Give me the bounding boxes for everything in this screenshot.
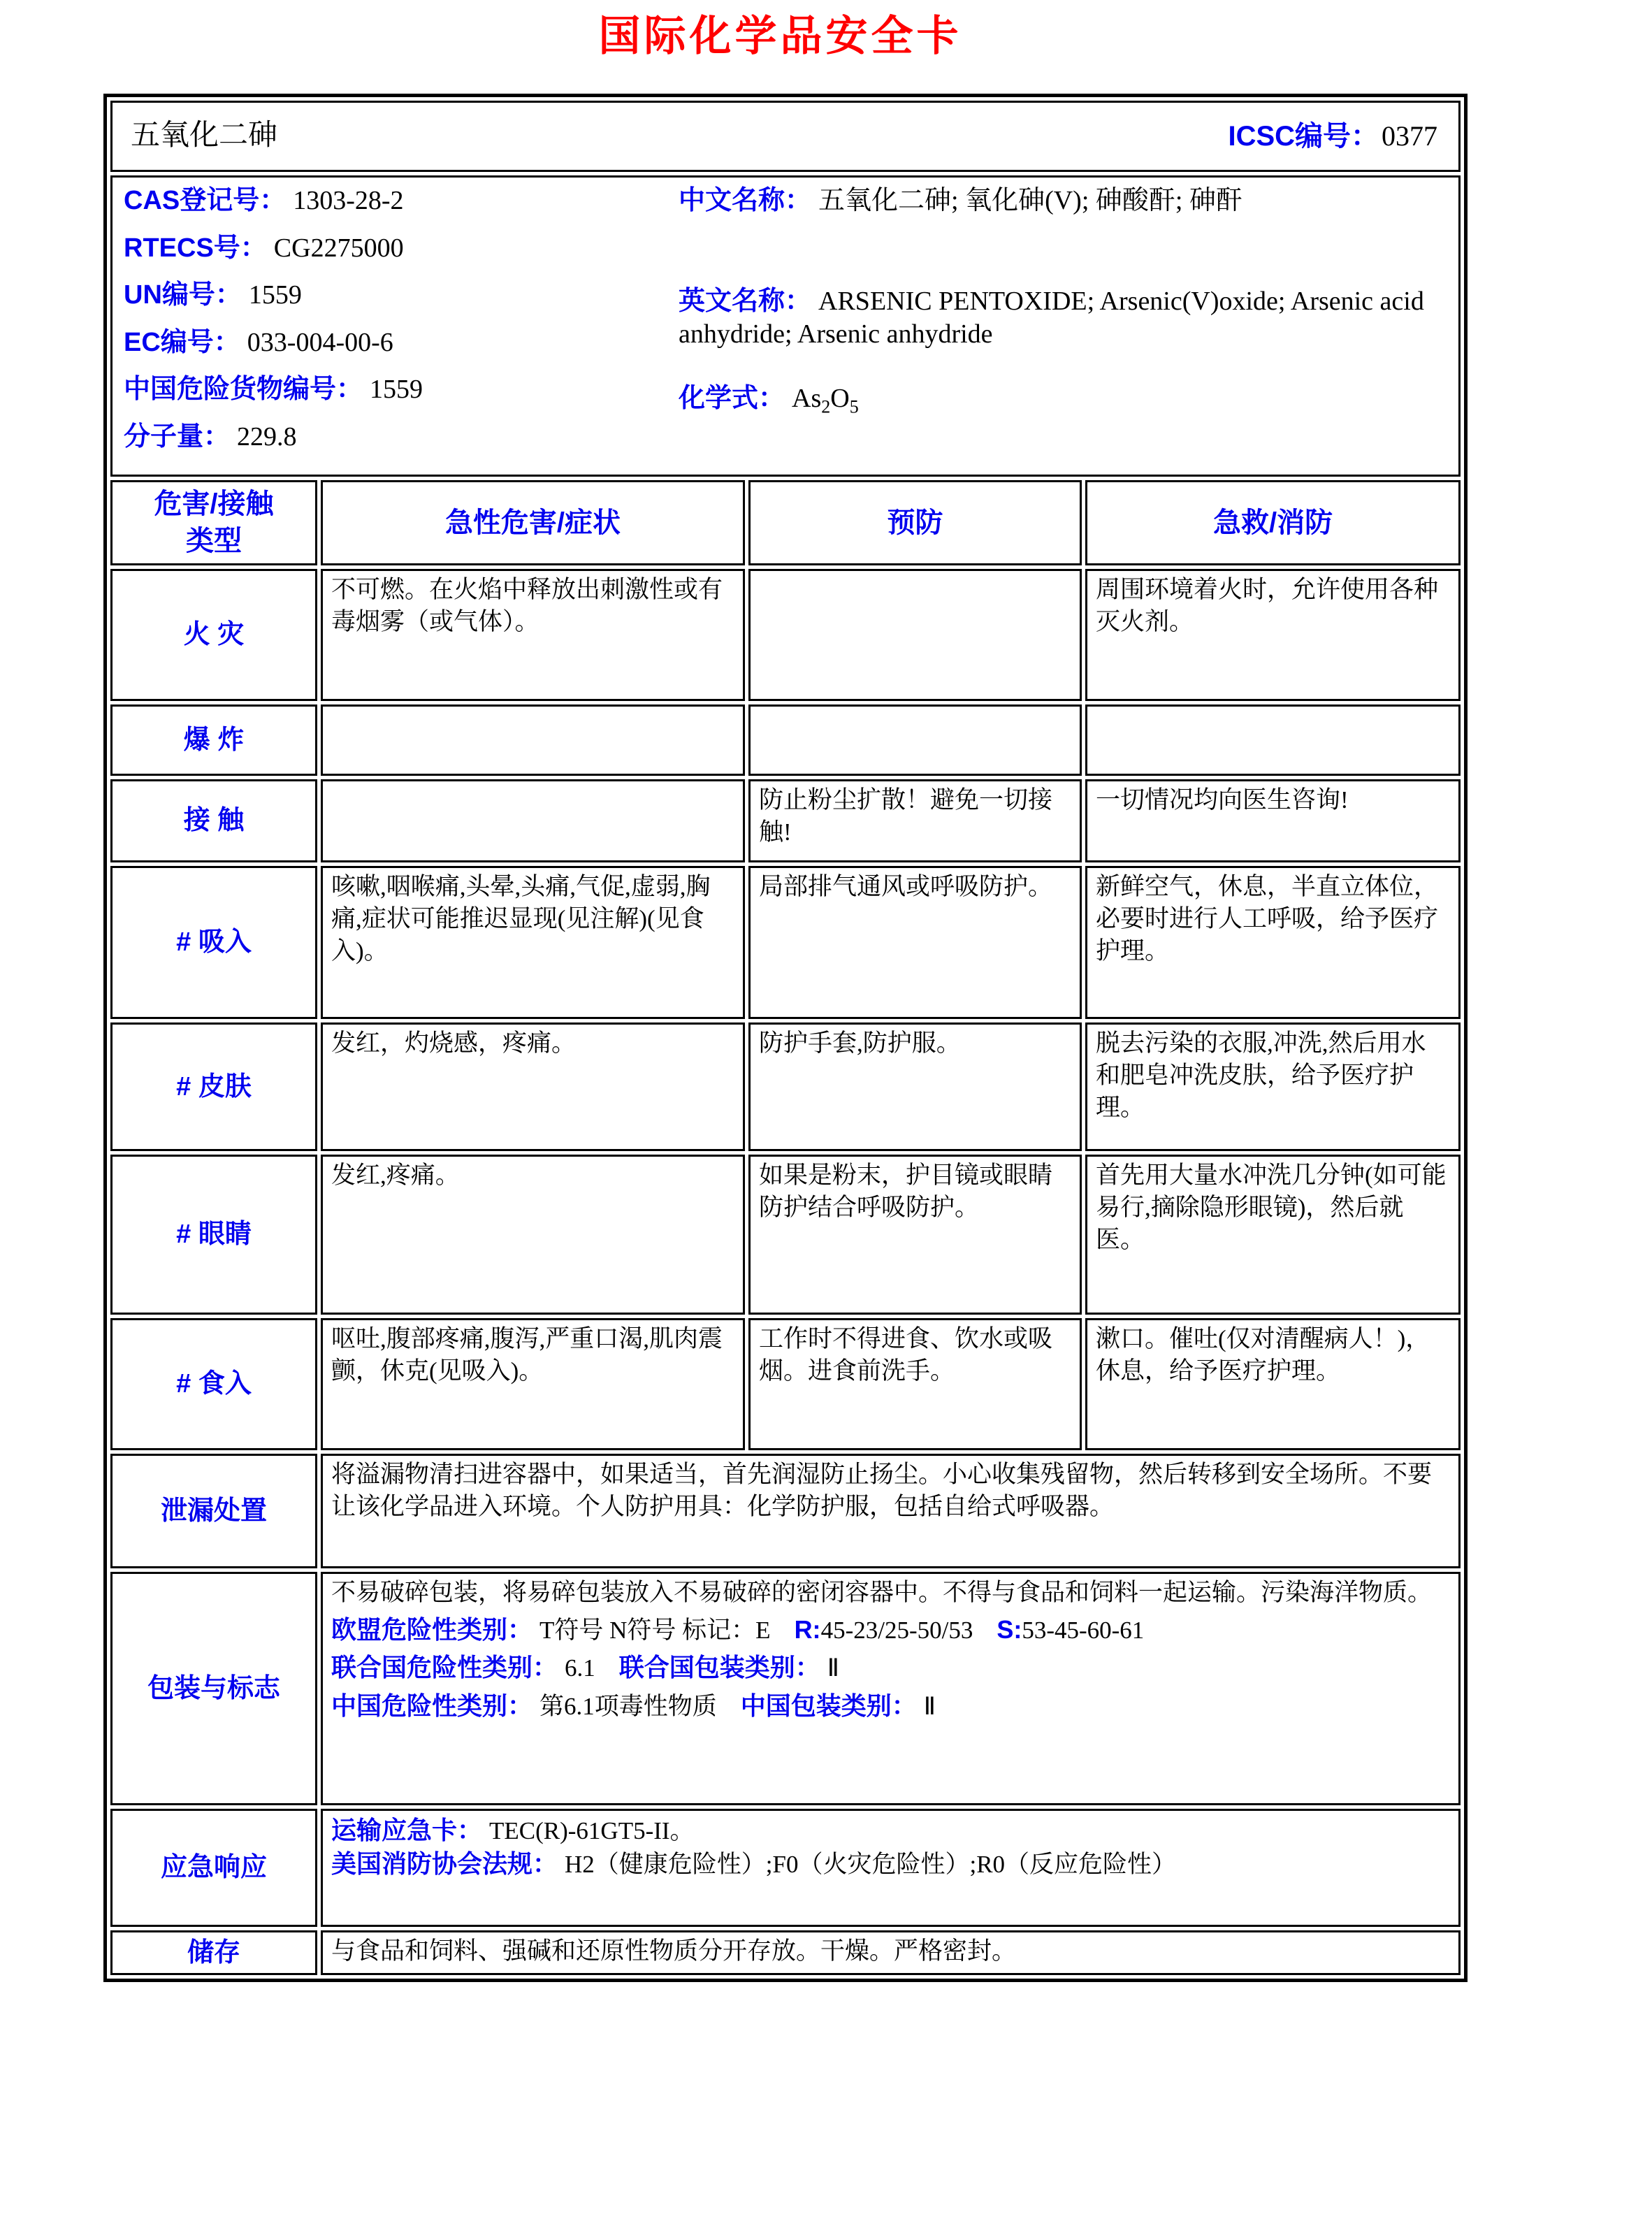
packaging-label: 包装与标志 [110,1572,317,1805]
icsc-number-block [1228,118,1437,155]
explosion-prevention [748,704,1082,776]
cn-class-line [331,1689,1450,1723]
emergency-content [321,1809,1461,1927]
nfpa-line [331,1847,1450,1881]
page-title: 国际化学品安全卡 [598,13,962,59]
molecular-weight-label: 分子量： [124,421,231,451]
row-explosion [110,704,1461,776]
hazard-header-row [110,480,1461,565]
molecular-weight-line [124,421,669,454]
explosion-firstaid [1085,704,1461,776]
un-packing-group-value: Ⅱ [827,1654,840,1682]
identifiers-row [110,175,1461,477]
fire-prevention [748,569,1082,701]
name-row [110,101,1461,172]
header-prevention: 预防 [748,480,1082,565]
un-packing-group-label: 联合国包装类别： [618,1653,820,1682]
un-class-line [331,1651,1450,1684]
molecular-weight-value: 229.8 [237,421,297,451]
chinese-name-value: 五氧化二砷; 氧化砷(V); 砷酸酐; 砷酐 [818,186,1242,215]
fire-firstaid: 周围环境着火时，允许使用各种灭火剂。 [1085,569,1461,701]
fire-label: 火 灾 [110,569,317,701]
row-contact [110,779,1461,862]
skin-prevention: 防护手套,防护服。 [748,1022,1082,1151]
rtecs-number-line [124,232,669,266]
chinese-name-label: 中文名称： [679,186,812,215]
un-label: UN编号： [124,280,242,310]
row-spill-disposal [110,1454,1461,1568]
eu-class-value: T符号 N符号 标记：E [539,1617,771,1645]
contact-symptoms [321,779,745,862]
header-hazard-type: 危害/接触 类型 [110,480,317,565]
skin-label: # 皮肤 [110,1022,317,1151]
rtecs-value: CG2275000 [273,233,404,263]
un-value: 1559 [248,280,302,310]
cas-label: CAS登记号： [124,186,287,215]
r-phrases-value: 45-23/25-50/53 [820,1617,973,1645]
tec-card-value: TEC(R)-61GT5-II。 [489,1817,695,1844]
china-dg-label: 中国危险货物编号： [124,375,363,404]
ec-value: 033-004-00-6 [247,327,393,357]
eu-class-label: 欧盟危险性类别： [331,1615,533,1645]
spill-content: 将溢漏物清扫进容器中，如果适当，首先润湿防止扬尘。小心收集残留物，然后转移到安全场所。不要让该化学品进入环境。个人防护用具：化学防护服，包括自给式呼吸器。 [321,1454,1461,1568]
china-dg-value: 1559 [370,375,423,404]
cn-hazard-class-value: 第6.1项毒性物质 [539,1692,717,1720]
row-skin [110,1022,1461,1151]
row-eyes [110,1155,1461,1315]
packaging-text: 不易破碎包装，将易碎包装放入不易破碎的密闭容器中。不得与食品和饲料一起运输。污染海洋物质。 [331,1579,1433,1606]
packaging-content [321,1572,1461,1805]
eyes-prevention: 如果是粉末，护目镜或眼睛防护结合呼吸防护。 [748,1155,1082,1315]
ec-number-line [124,326,669,360]
un-hazard-class-value: 6.1 [565,1654,595,1682]
cas-value: 1303-28-2 [293,186,404,215]
nfpa-label: 美国消防协会法规： [331,1849,558,1879]
storage-content: 与食品和饲料、强碱和还原性物质分开存放。干燥。严格密封。 [321,1930,1461,1975]
row-emergency-response [110,1809,1461,1927]
un-number-line [124,279,669,312]
identifiers-left-column [124,185,669,468]
tec-card-line [331,1814,1450,1847]
identifiers-cell [110,175,1461,477]
inhalation-label: # 吸入 [110,866,317,1019]
skin-firstaid: 脱去污染的衣服,冲洗,然后用水和肥皂冲洗皮肤，给予医疗护理。 [1085,1022,1461,1151]
contact-firstaid: 一切情况均向医生咨询! [1085,779,1461,862]
chinese-name-line [679,185,1447,218]
row-storage [110,1930,1461,1975]
s-phrases-label: S: [997,1615,1022,1645]
explosion-symptoms [321,704,745,776]
identifiers-right-column [669,185,1447,468]
nfpa-value: H2（健康危险性）;F0（火灾危险性）;R0（反应危险性） [565,1851,1177,1879]
name-cell [110,101,1461,172]
ec-label: EC编号： [124,327,240,357]
row-inhalation [110,866,1461,1019]
inhalation-prevention: 局部排气通风或呼吸防护。 [748,866,1082,1019]
emergency-label: 应急响应 [110,1809,317,1927]
formula-value: $As_2O_5$ [792,383,859,417]
fire-symptoms: 不可燃。在火焰中释放出刺激性或有毒烟雾（或气体）。 [321,569,745,701]
cn-packing-group-label: 中国包装类别： [740,1691,917,1720]
r-phrases-label: R: [794,1615,821,1645]
cn-hazard-class-label: 中国危险性类别： [331,1691,533,1720]
spill-label: 泄漏处置 [110,1454,317,1568]
ingestion-label: # 食入 [110,1318,317,1450]
inhalation-firstaid: 新鲜空气，休息，半直立体位，必要时进行人工呼吸，给予医疗护理。 [1085,866,1461,1019]
inhalation-symptoms: 咳嗽,咽喉痛,头晕,头痛,气促,虚弱,胸痛,症状可能推迟显现(见注解)(见食入)。 [321,866,745,1019]
ingestion-firstaid: 漱口。催吐(仅对清醒病人！)，休息，给予医疗护理。 [1085,1318,1461,1450]
chemical-name: 五氧化二砷 [131,120,278,152]
rtecs-label: RTECS号： [124,233,267,263]
row-fire [110,569,1461,701]
s-phrases-value: 53-45-60-61 [1022,1617,1145,1645]
skin-symptoms: 发红，灼烧感，疼痛。 [321,1022,745,1151]
ingestion-symptoms: 呕吐,腹部疼痛,腹泻,严重口渴,肌肉震颤，休克(见吸入)。 [321,1318,745,1450]
tec-card-label: 运输应急卡： [331,1816,483,1844]
cn-packing-group-value: Ⅱ [923,1692,936,1720]
safety-card-table [103,94,1468,1982]
header-acute-hazards: 急性危害/症状 [321,480,745,565]
icsc-number: 0377 [1382,120,1438,152]
ingestion-prevention: 工作时不得进食、饮水或吸烟。进食前洗手。 [748,1318,1082,1450]
icsc-label: ICSC编号： [1228,120,1379,152]
english-name-line [679,285,1447,352]
contact-label: 接 触 [110,779,317,862]
eu-hazard-class-line [331,1613,1450,1647]
contact-prevention: 防止粉尘扩散！避免一切接触! [748,779,1082,862]
formula-label: 化学式： [679,383,785,413]
english-name-value: ARSENIC PENTOXIDE; Arsenic(V)oxide; Arsenic acid anhydride; Arsenic anhydride [679,286,1424,349]
eyes-firstaid: 首先用大量水冲洗几分钟(如可能易行,摘除隐形眼镜)，然后就医。 [1085,1155,1461,1315]
china-dg-number-line [124,373,669,407]
page [0,8,1652,2226]
storage-label: 储存 [110,1930,317,1975]
formula-line [679,382,1447,419]
english-name-label: 英文名称： [679,286,812,316]
eyes-label: # 眼睛 [110,1155,317,1315]
header-firstaid-firefighting: 急救/消防 [1085,480,1461,565]
row-packaging-labelling [110,1572,1461,1805]
cas-number-line [124,185,669,218]
explosion-label: 爆 炸 [110,704,317,776]
un-hazard-class-label: 联合国危险性类别： [331,1653,558,1682]
eyes-symptoms: 发红,疼痛。 [321,1155,745,1315]
row-ingestion [110,1318,1461,1450]
